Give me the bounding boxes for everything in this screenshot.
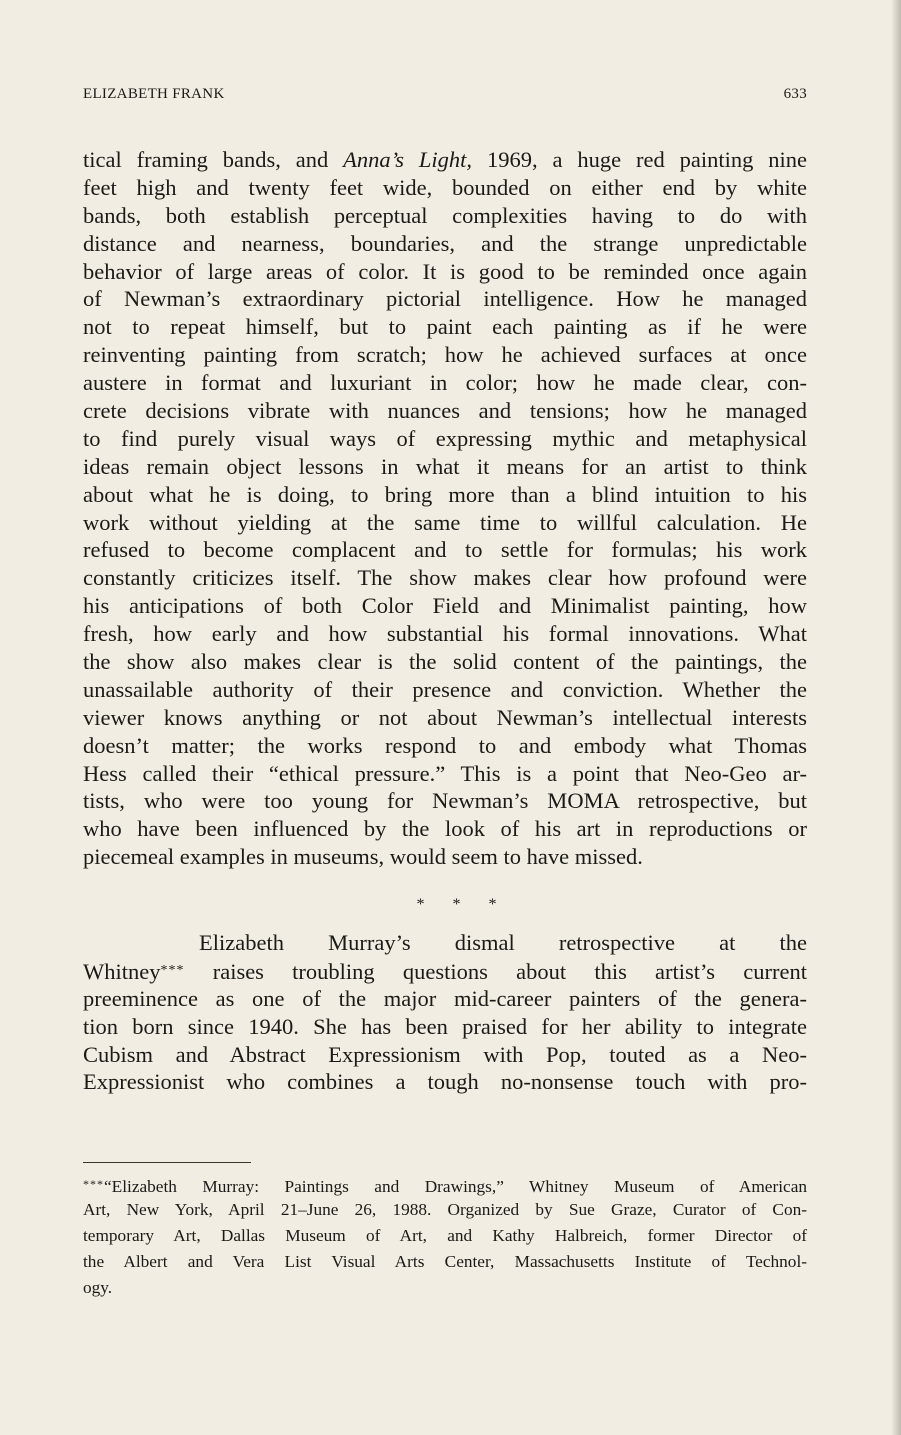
body-line: to find purely visual ways of expressing mythic and metaphysical: [83, 425, 807, 451]
footnote: [83, 1171, 807, 1301]
body-line: his anticipations of both Color Field and Minimalist painting, how: [83, 593, 807, 619]
body-line: not to repeat himself, but to paint each painting as if he were: [83, 314, 807, 340]
footnote-reference[interactable]: ***: [160, 962, 185, 978]
paragraph-murray: [83, 929, 807, 1096]
footnote-line: Art, New York, April 21–June 26, 1988. Organized by Sue Graze, Curator of Con-: [83, 1200, 807, 1219]
body-line: ideas remain object lessons in what it means for an artist to think: [83, 453, 807, 479]
page-number: 633: [783, 86, 807, 102]
running-head-author: ELIZABETH FRANK: [83, 86, 225, 102]
running-head: [83, 86, 807, 106]
section-separator: * * *: [416, 896, 509, 913]
body-line: Elizabeth Murray’s dismal retrospective at the: [199, 930, 807, 955]
body-line: Hess called their “ethical pressure.” This is a point that Neo-Geo ar-: [83, 760, 807, 786]
body-line: the show also makes clear is the solid content of the paintings, the: [83, 649, 807, 675]
body-line: about what he is doing, to bring more than a blind intuition to his: [83, 481, 807, 507]
body-line: Cubism and Abstract Expressionism with Pop, touted as a Neo-: [83, 1041, 807, 1067]
body-line: of Newman’s extraordinary pictorial intelligence. How he managed: [83, 286, 807, 312]
footnote-line: the Albert and Vera List Visual Arts Center, Massachusetts Institute of Technol-: [83, 1252, 807, 1271]
body-line: austere in format and luxuriant in color; how he made clear, con-: [83, 370, 807, 396]
body-line: fresh, how early and how substantial his formal innovations. What: [83, 621, 807, 647]
body-line: behavior of large areas of color. It is good to be reminded once again: [83, 258, 807, 284]
body-line: preeminence as one of the major mid-career painters of the genera-: [83, 985, 807, 1011]
body-line: piecemeal examples in museums, would seem to have missed.: [83, 844, 643, 870]
body-line: viewer knows anything or not about Newman’s intellectual interests: [83, 704, 807, 730]
footnote-marker: ***: [83, 1177, 104, 1191]
body-line: who have been influenced by the look of his art in reproductions or: [83, 816, 807, 842]
body-line: doesn’t matter; the works respond to and embody what Thomas: [83, 732, 807, 758]
body-line: unassailable authority of their presence and conviction. Whether the: [83, 676, 807, 702]
body-line: tion born since 1940. She has been praised for her ability to integrate: [83, 1013, 807, 1039]
paragraph-newman: [83, 146, 807, 871]
body-line: tical framing bands, and Anna’s Light, 1969, a huge red painting nine: [83, 147, 807, 172]
footnote-line: ogy.: [83, 1278, 113, 1297]
artwork-title: Anna’s Light,: [343, 147, 473, 172]
body-line: crete decisions vibrate with nuances and tensions; how he managed: [83, 398, 807, 424]
body-line: bands, both establish perceptual complexities having to do with: [83, 202, 807, 228]
footnote-line: temporary Art, Dallas Museum of Art, and Kathy Halbreich, former Director of: [83, 1226, 807, 1245]
body-line: constantly criticizes itself. The show makes clear how profound were: [83, 565, 807, 591]
body-line: work without yielding at the same time to willful calculation. He: [83, 509, 807, 535]
footnote-line: ***“Elizabeth Murray: Paintings and Drawings,” Whitney Museum of American: [83, 1177, 807, 1196]
body-line: refused to become complacent and to settle for formulas; his work: [83, 537, 807, 563]
body-line: feet high and twenty feet wide, bounded on either end by white: [83, 174, 807, 200]
body-line: distance and nearness, boundaries, and the strange unpredictable: [83, 230, 807, 256]
body-line: reinventing painting from scratch; how he achieved surfaces at once: [83, 342, 807, 368]
body-line: tists, who were too young for Newman’s MOMA retrospective, but: [83, 788, 807, 814]
footnote-divider: [83, 1162, 251, 1163]
body-line: Whitney*** raises troubling questions about this artist’s current: [83, 958, 807, 984]
page-edge-shadow: [891, 0, 901, 1435]
body-line: Expressionist who combines a tough no-nonsense touch with pro-: [83, 1069, 807, 1095]
